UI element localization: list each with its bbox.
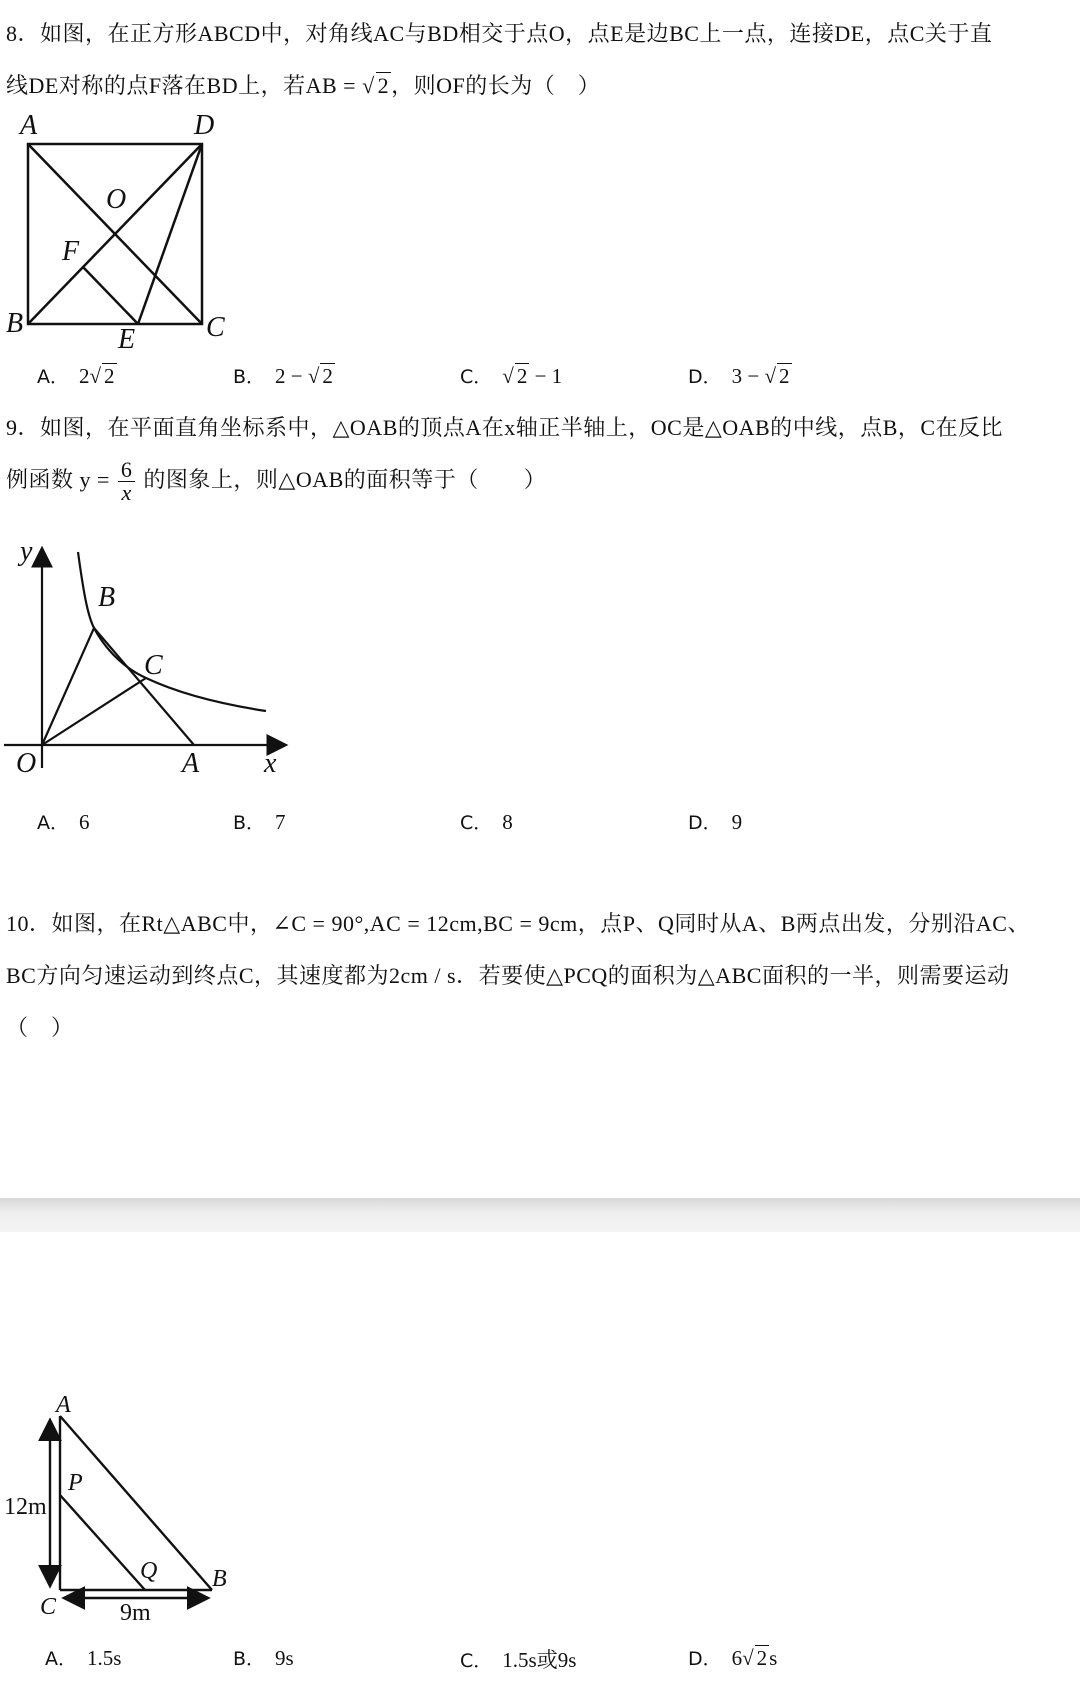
label-a: A [20,110,38,141]
hyperbola-curve [78,552,266,711]
q8-line1: 8．如图，在正方形ABCD中，对角线AC与BD相交于点O，点E是边BC上一点，连接DE，点C关于直 [6,21,993,46]
option-label: D． [688,812,722,834]
label-9m: 9m [120,1600,151,1622]
q10-line3: （ ） [6,1015,74,1040]
option-pre: 3 − [731,364,765,388]
label-b: B [6,308,24,339]
label-c: C [144,650,163,681]
option-label: D． [688,366,722,388]
option-label: A． [37,812,69,834]
label-b: B [212,1566,227,1592]
q8-option-d[interactable]: D． 3 − √ 2 [688,364,790,388]
label-y: y [20,536,33,567]
fraction-numerator: 6 [118,459,136,482]
q10-option-a[interactable] [45,1644,121,1671]
q10-option-c[interactable] [460,1644,576,1674]
q8-option-a[interactable]: A． 2√ 2 [37,364,115,388]
label-c: C [206,312,225,343]
option-text: 6 [79,810,90,834]
segment-de [138,144,202,324]
segment-pq [60,1495,145,1590]
option-label: B． [233,1648,266,1670]
q9-option-b[interactable] [233,808,286,835]
option-label: B． [233,366,266,388]
segment-fe [83,267,138,324]
q10-figure [0,1392,240,1622]
segment-ba [94,628,194,745]
page-separator [0,1198,1080,1232]
option-text: 1.5s [87,1646,122,1670]
label-b: B [98,582,116,613]
q9-fraction [118,459,136,504]
option-text: 7 [275,810,286,834]
option-radicand: 2 [322,364,333,388]
question-8 [6,8,1074,112]
option-text: 9 [731,810,743,834]
q9-figure [0,536,300,776]
label-c: C [40,1594,57,1620]
label-12m: 12m [4,1494,47,1520]
q9-line1: 9．如图，在平面直角坐标系中，△OAB的顶点A在x轴正半轴上，OC是△OAB的中线，点B，C在反比 [6,415,1004,440]
option-radicand: 2 [779,364,790,388]
label-a: A [182,748,200,776]
q10-option-b[interactable] [233,1644,294,1671]
q9-option-a[interactable] [37,808,90,835]
q8-option-c[interactable]: C． √ 2 − 1 [460,364,563,388]
option-label: B． [233,812,266,834]
label-a: A [56,1392,71,1418]
question-9 [6,402,1074,506]
option-post: − 1 [529,364,563,388]
q9-option-c[interactable] [460,808,513,835]
q10-line2: BC方向匀速运动到终点C，其速度都为2cm / s．若要使△PCQ的面积为△ABC面积的一半，则需要运动 [6,963,1010,988]
q8-line2: 线DE对称的点F落在BD上，若AB = √ 2，则OF的长为（ ） [6,73,601,98]
q8-radicand: 2 [377,73,390,98]
label-x: x [264,748,277,776]
option-text: 8 [502,810,513,834]
label-o: O [106,184,127,215]
q9-line2-pre: 例函数 y = [6,467,116,492]
option-label: A． [45,1648,77,1670]
option-text: 1.5s或9s [502,1648,577,1672]
question-10 [6,898,1074,1054]
fraction-denominator: x [121,480,132,506]
page-2 [0,1232,1080,1698]
option-label: C． [460,366,493,388]
side-ab [60,1416,212,1590]
label-p: P [68,1470,83,1496]
label-f: F [62,236,80,267]
option-label: C． [460,1650,493,1672]
label-q: Q [140,1558,158,1584]
q8-line2-pre: 线DE对称的点F落在BD上，若AB = [6,73,363,98]
q8-option-b[interactable]: B． 2 − √ 2 [233,364,333,388]
q10-option-d[interactable]: D． 6√ 2s [688,1646,778,1670]
option-text: 9s [275,1646,294,1670]
q9-option-d[interactable] [688,808,742,835]
option-pre: 6 [731,1646,743,1670]
option-label: D． [688,1648,722,1670]
option-radicand: 2 [756,1646,768,1670]
q10-line1: 10．如图，在Rt△ABC中，∠C = 90°,AC = 12cm,BC = 9cm，点P、Q同时从A、B两点出发，分别沿AC、 [6,911,1030,936]
option-radicand: 2 [104,364,115,388]
label-d: D [194,110,215,141]
option-pre: 2 [79,364,90,388]
option-label: A． [37,366,69,388]
option-radicand: 2 [516,364,528,388]
option-pre: 2 − [275,364,308,388]
label-o: O [16,748,37,776]
label-e: E [118,324,136,350]
q8-line2-post: ，则OF的长为（ ） [391,73,601,98]
q9-line2-post: 的图象上，则△OAB的面积等于（ ） [137,467,547,492]
q8-figure [0,110,240,350]
q9-line2 [6,454,1074,506]
option-label: C． [460,812,493,834]
option-post: s [769,1646,778,1670]
